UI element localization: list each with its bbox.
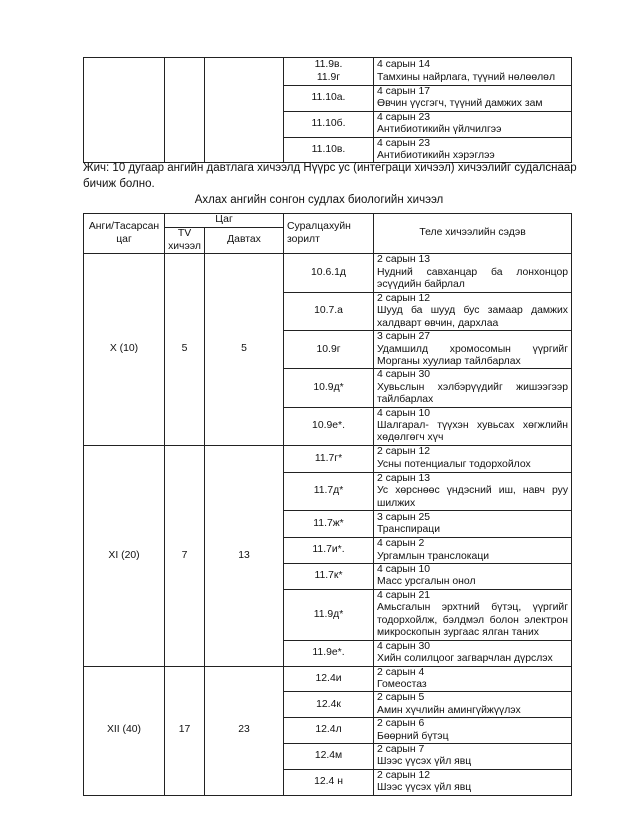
header-topic: Теле хичээлийн сэдэв: [374, 214, 572, 254]
topic-cell: 4 сарын 23 Антибиотикийн хэрэглээ: [374, 137, 572, 163]
objective-code: 11.10в.: [284, 137, 374, 163]
header-grade: Анги/Тасарсан цаг: [84, 214, 165, 254]
header-tv: TV хичээл: [165, 228, 205, 254]
topic-cell: 4 сарын 30 Хийн солилцоог загварчлан дүрслэх: [374, 640, 572, 666]
table-row: [84, 58, 572, 86]
objective-code: 11.7ж*: [284, 511, 374, 538]
objective-code: 10.9д*: [284, 369, 374, 407]
objective-code: 10.7.а: [284, 293, 374, 331]
header-row: [84, 214, 572, 228]
topic-cell: 4 сарын 23 Антибиотикийн үйлчилгээ: [374, 111, 572, 137]
header-hours: Цаг: [165, 214, 284, 228]
grade-cell: X (10): [84, 254, 165, 446]
topic-cell: 4 сарын 10 Шалгарал- түүхэн хувьсах хөгжлийн хөдөлгөгч хүч: [374, 407, 572, 445]
table-row: [84, 666, 572, 692]
table-title: Ахлах ангийн сонгон судлах биологийн хичээл: [194, 194, 444, 206]
objective-code: 11.7д*: [284, 472, 374, 510]
grade-cell: XII (40): [84, 666, 165, 795]
objective-code: 11.7и*.: [284, 538, 374, 564]
review-hours: 23: [205, 666, 284, 795]
table-row: [84, 254, 572, 293]
topic-cell: 2 сарын 13 Ус хөрснөөс үндэсний иш, навч руу шилжих: [374, 472, 572, 510]
table-row: [84, 445, 572, 472]
grade-cell: XI (20): [84, 445, 165, 666]
objective-code: 11.10а.: [284, 86, 374, 112]
continuation-table: [83, 57, 572, 163]
schedule-table: [83, 213, 572, 796]
objective-code: 11.9д*: [284, 589, 374, 640]
objective-code: 10.9е*.: [284, 407, 374, 445]
tv-hours: 17: [165, 666, 205, 795]
objective-code: 12.4л: [284, 718, 374, 744]
topic-cell: 2 сарын 12 Шууд ба шууд бус замаар дамжих халдварт өвчин, дархлаа: [374, 293, 572, 331]
tv-hours: 5: [165, 254, 205, 446]
topic-cell: 2 сарын 13 Нудний савханцар ба лонхонцор эсүүдийн байрлал: [374, 254, 572, 293]
empty-cell: [165, 58, 205, 163]
empty-cell: [84, 58, 165, 163]
topic-cell: 2 сарын 12 Усны потенциалыг тодорхойлох: [374, 445, 572, 472]
topic-cell: 2 сарын 7 Шээс үүсэх үйл явц: [374, 743, 572, 769]
topic-cell: 4 сарын 2 Ургамлын транслокаци: [374, 538, 572, 564]
objective-code: 12.4и: [284, 666, 374, 692]
topic-cell: 4 сарын 10 Масс урсгалын онол: [374, 563, 572, 589]
objective-code: 11.7к*: [284, 563, 374, 589]
topic-cell: 4 сарын 14 Тамхины найрлага, түүний нөлөөлөл: [374, 58, 572, 86]
review-hours: 5: [205, 254, 284, 446]
objective-code: 11.9в. 11.9г: [284, 58, 374, 86]
footnote: Жич: 10 дугаар ангийн давтлага хичээлд Нүүрс ус (интеграци хичээл) хичээлийг судалснаар бичиж болно.: [83, 162, 577, 190]
review-hours: 13: [205, 445, 284, 666]
objective-code: 11.10б.: [284, 111, 374, 137]
objective-code: 10.6.1д: [284, 254, 374, 293]
objective-code: 12.4 н: [284, 769, 374, 795]
topic-cell: 2 сарын 12 Шээс үүсэх үйл явц: [374, 769, 572, 795]
objective-code: 10.9г: [284, 331, 374, 369]
topic-cell: 3 сарын 25 Транспираци: [374, 511, 572, 538]
topic-cell: 3 сарын 27 Удамшилд хромосомын үүргийг Морганы хуулиар тайлбарлах: [374, 331, 572, 369]
topic-cell: 2 сарын 6 Бөөрний бүтэц: [374, 718, 572, 744]
topic-cell: 2 сарын 5 Амин хүчлийн амингүйжүүлэх: [374, 692, 572, 718]
objective-code: 11.9е*.: [284, 640, 374, 666]
header-objective: Суралцахуйн зорилт: [284, 214, 374, 254]
topic-cell: 4 сарын 30 Хувьслын хэлбэрүүдийг жишээгээр тайлбарлах: [374, 369, 572, 407]
topic-cell: 4 сарын 17 Өвчин үүсгэгч, түүний дамжих зам: [374, 86, 572, 112]
tv-hours: 7: [165, 445, 205, 666]
objective-code: 12.4м: [284, 743, 374, 769]
topic-cell: 2 сарын 4 Гомеостаз: [374, 666, 572, 692]
objective-code: 12.4к: [284, 692, 374, 718]
objective-code: 11.7г*: [284, 445, 374, 472]
header-review: Давтах: [205, 228, 284, 254]
empty-cell: [205, 58, 284, 163]
topic-cell: 4 сарын 21 Амьсгалын эрхтний бүтэц, үүргийг тодорхойлж, бэлдмэл болон электрон микроскопын зургаас ялган таних: [374, 589, 572, 640]
